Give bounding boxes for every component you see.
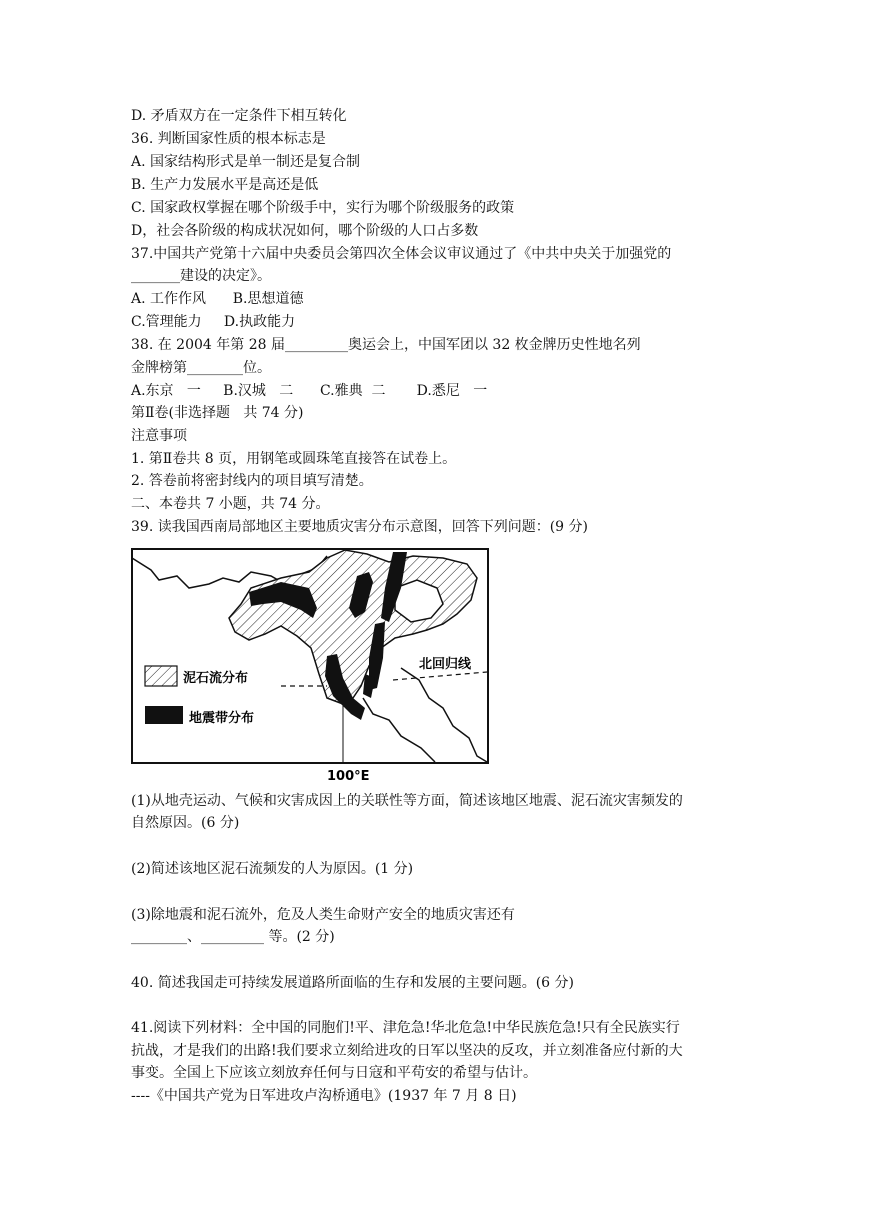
tropic-of-cancer-label: 北回归线 bbox=[419, 657, 472, 672]
legend-earthquake-label: 地震带分布 bbox=[189, 711, 255, 726]
note-1: 1. 第Ⅱ卷共 8 页，用钢笔或圆珠笔直接答在试卷上。 bbox=[131, 451, 457, 467]
note-2: 2. 答卷前将密封线内的项目填写清楚。 bbox=[131, 473, 373, 489]
option-36-d: D，社会各阶级的构成状况如何，哪个阶级的人口占多数 bbox=[131, 223, 479, 239]
legend-mudflow-swatch bbox=[145, 666, 177, 686]
options-37-cd: C.管理能力 D.执政能力 bbox=[131, 314, 296, 330]
question-37: 37.中国共产党第十六届中央委员会第四次全体会议审议通过了《中共中央关于加强党的 bbox=[131, 246, 672, 262]
question-41: 41.阅读下列材料：全中国的同胞们!平、津危急!华北危急!中华民族危急!只有全民族实行 bbox=[131, 1020, 680, 1036]
legend-earthquake-swatch bbox=[145, 706, 183, 724]
question-37-cont: _______建设的决定》。 bbox=[131, 268, 271, 284]
options-37-ab: A. 工作作风 B.思想道德 bbox=[131, 291, 304, 307]
question-38-cont: 金牌榜第________位。 bbox=[131, 360, 271, 376]
question-40: 40. 简述我国走可持续发展道路所面临的生存和发展的主要问题。(6 分) bbox=[131, 975, 574, 991]
options-38: A.东京 一 B.汉城 二 C.雅典 二 D.悉尼 一 bbox=[131, 383, 488, 399]
question-39-2: (2)简述该地区泥石流频发的人为原因。(1 分) bbox=[131, 861, 414, 877]
section-2-summary: 二、本卷共 7 小题，共 74 分。 bbox=[131, 496, 330, 512]
question-39-1: (1)从地壳运动、气候和灾害成因上的关联性等方面，简述该地区地震、泥石流灾害频发的 bbox=[131, 793, 683, 809]
section-2-title: 第Ⅱ卷(非选择题 共 74 分) bbox=[131, 405, 304, 421]
legend-mudflow-label: 泥石流分布 bbox=[183, 671, 249, 686]
question-41-cont-2: 事变。全国上下应该立刻放弃任何与日寇和平苟安的希望与估计。 bbox=[131, 1065, 537, 1081]
question-38: 38. 在 2004 年第 28 届_________奥运会上，中国军团以 32 枚金牌历史性地名列 bbox=[131, 337, 641, 353]
question-39-1-cont: 自然原因。(6 分) bbox=[131, 815, 240, 831]
question-39-3: (3)除地震和泥石流外，危及人类生命财产安全的地质灾害还有 bbox=[131, 907, 515, 923]
question-39: 39. 读我国西南局部地区主要地质灾害分布示意图，回答下列问题：(9 分) bbox=[131, 519, 588, 535]
option-36-a: A. 国家结构形式是单一制还是复合制 bbox=[131, 154, 361, 170]
question-36: 36. 判断国家性质的根本标志是 bbox=[131, 131, 326, 147]
question-41-source: ----《中国共产党为日军进攻卢沟桥通电》(1937 年 7 月 8 日) bbox=[131, 1088, 517, 1104]
question-41-cont-1: 抗战，才是我们的出路!我们要求立刻给进攻的日军以坚决的反攻，并立刻准备应付新的大 bbox=[131, 1043, 683, 1059]
geologic-hazard-map bbox=[131, 548, 489, 784]
notes-heading: 注意事项 bbox=[131, 428, 187, 444]
option-35-d: D. 矛盾双方在一定条件下相互转化 bbox=[131, 108, 347, 124]
question-39-3-blanks: ________、_________ 等。(2 分) bbox=[131, 929, 335, 945]
option-36-b: B. 生产力发展水平是高还是低 bbox=[131, 177, 319, 193]
longitude-label: 100°E bbox=[327, 769, 370, 784]
option-36-c: C. 国家政权掌握在哪个阶级手中，实行为哪个阶级服务的政策 bbox=[131, 200, 515, 216]
